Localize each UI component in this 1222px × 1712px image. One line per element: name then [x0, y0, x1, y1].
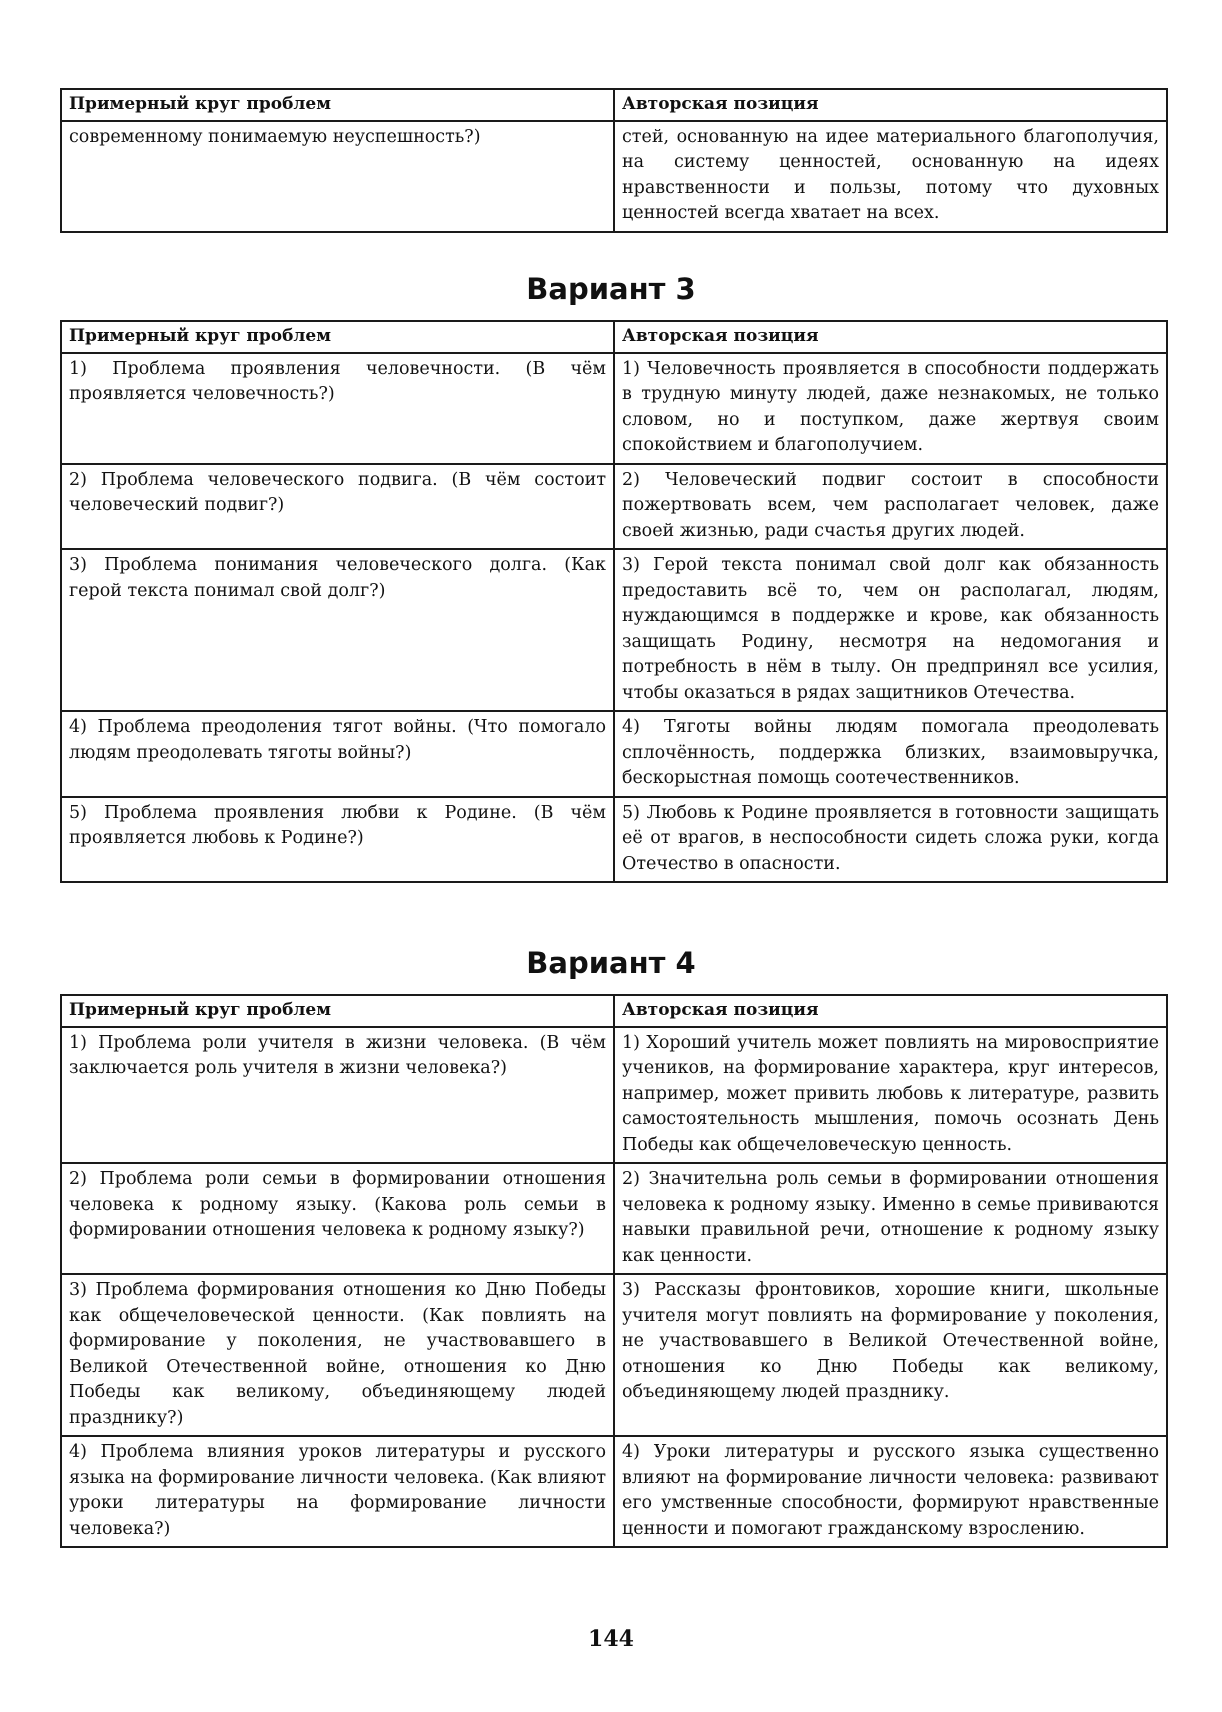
position-cell: 2) Значительна роль семьи в формировании отношения человека к родному языку. Именно в семье прививаются навыки правильной речи, отношение к родному языку как ценности.: [614, 1163, 1167, 1274]
problem-cell: 5) Проблема проявления любви к Родине. (В чём проявляется любовь к Родине?): [61, 797, 614, 883]
header-author-position: Авторская позиция: [614, 321, 1167, 353]
variant-4-table: [60, 994, 1168, 1548]
header-problems: Примерный круг проблем: [61, 89, 614, 121]
problem-cell: 3) Проблема понимания человеческого долга. (Как герой текста понимал свой долг?): [61, 549, 614, 711]
top-table: [60, 88, 1168, 233]
problem-cell: 1) Проблема роли учителя в жизни человека. (В чём заключается роль учителя в жизни человека?): [61, 1027, 614, 1164]
position-cell: 2) Человеческий подвиг состоит в способности пожертвовать всем, чем располагает человек, даже своей жизнью, ради счастья других людей.: [614, 464, 1167, 550]
table-row: [61, 1163, 1167, 1274]
table-row: [61, 353, 1167, 464]
table-header-row: [61, 89, 1167, 121]
problem-cell: 4) Проблема преодоления тягот войны. (Что помогало людям преодолевать тяготы войны?): [61, 711, 614, 797]
variant-3-title: Вариант 3: [526, 272, 696, 306]
table-row: [61, 1027, 1167, 1164]
table-header-row: [61, 321, 1167, 353]
variant-3-table: [60, 320, 1168, 883]
header-problems: Примерный круг проблем: [61, 321, 614, 353]
position-cell: 5) Любовь к Родине проявляется в готовности защищать её от врагов, в неспособности сидеть сложа руки, когда Отечество в опасности.: [614, 797, 1167, 883]
table-row: [61, 549, 1167, 711]
variant-4-title: Вариант 4: [526, 946, 696, 980]
problem-cell: 1) Проблема проявления человечности. (В чём проявляется человечность?): [61, 353, 614, 464]
position-cell: 1) Хороший учитель может повлиять на мировосприятие учеников, на формирование характера, круг интересов, например, может привить любовь к литературе, развить самостоятельность мышления, помочь осознать День Победы как общечеловеческую ценность.: [614, 1027, 1167, 1164]
position-cell: 4) Уроки литературы и русского языка существенно влияют на формирование личности человека: развивают его умственные способности, формируют нравственные ценности и помогают гражданскому взрослению.: [614, 1436, 1167, 1547]
table-row: [61, 797, 1167, 883]
position-cell: 1) Человечность проявляется в способности поддержать в трудную минуту людей, даже незнакомых, не только словом, но и поступком, даже жертвуя своим спокойствием и благополучием.: [614, 353, 1167, 464]
table-row: [61, 1436, 1167, 1547]
position-cell: 3) Герой текста понимал свой долг как обязанность предоставить всё то, чем он располагал, людям, нуждающимся в поддержке и крове, как обязанность защищать Родину, несмотря на недомогания и потребность в нём в тылу. Он предпринял все усилия, чтобы оказаться в рядах защитников Отечества.: [614, 549, 1167, 711]
header-author-position: Авторская позиция: [614, 89, 1167, 121]
table-row: [61, 121, 1167, 232]
header-problems: Примерный круг проблем: [61, 995, 614, 1027]
problem-cell: 4) Проблема влияния уроков литературы и русского языка на формирование личности человека. (Как влияют уроки литературы на формирование личности человека?): [61, 1436, 614, 1547]
problem-cell: современному понимаемую неуспешность?): [61, 121, 614, 232]
position-cell: стей, основанную на идее материального благополучия, на систему ценностей, основанную на идеях нравственности и пользы, потому что духовных ценностей всегда хватает на всех.: [614, 121, 1167, 232]
header-author-position: Авторская позиция: [614, 995, 1167, 1027]
problem-cell: 3) Проблема формирования отношения ко Дню Победы как общечеловеческой ценности. (Как повлиять на формирование у поколения, не участвовавшего в Великой Отечественной войне, отношения ко Дню Победы как великому, объединяющему людей празднику?): [61, 1274, 614, 1436]
table-row: [61, 711, 1167, 797]
page-number: 144: [588, 1626, 634, 1652]
table-header-row: [61, 995, 1167, 1027]
position-cell: 3) Рассказы фронтовиков, хорошие книги, школьные учителя могут повлиять на формирование у поколения, не участвовавшего в Великой Отечественной войне, отношения ко Дню Победы как великому, объединяющему людей празднику.: [614, 1274, 1167, 1436]
position-cell: 4) Тяготы войны людям помогала преодолевать сплочённость, поддержка близких, взаимовыручка, бескорыстная помощь соотечественников.: [614, 711, 1167, 797]
table-row: [61, 464, 1167, 550]
problem-cell: 2) Проблема роли семьи в формировании отношения человека к родному языку. (Какова роль семьи в формировании отношения человека к родному языку?): [61, 1163, 614, 1274]
table-row: [61, 1274, 1167, 1436]
problem-cell: 2) Проблема человеческого подвига. (В чём состоит человеческий подвиг?): [61, 464, 614, 550]
